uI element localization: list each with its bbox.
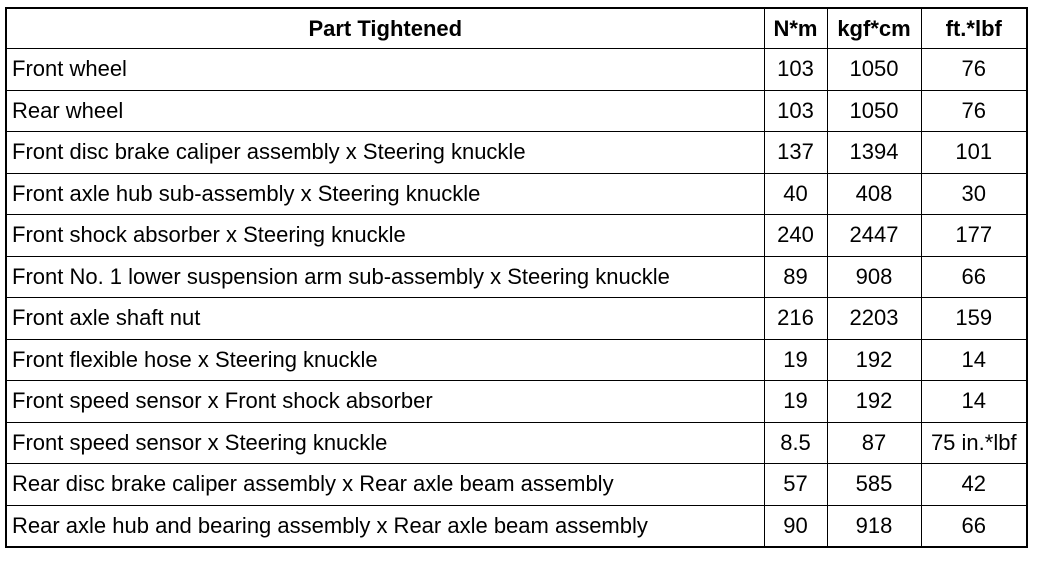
cell-kgf-cm: 1394 xyxy=(827,132,921,174)
torque-spec-table xyxy=(5,7,1028,548)
cell-nm: 240 xyxy=(764,215,827,257)
cell-part: Rear wheel xyxy=(6,90,764,132)
cell-part: Front speed sensor x Steering knuckle xyxy=(6,422,764,464)
cell-part: Front shock absorber x Steering knuckle xyxy=(6,215,764,257)
cell-nm: 216 xyxy=(764,298,827,340)
table-row xyxy=(6,49,1027,91)
table-row xyxy=(6,298,1027,340)
cell-part: Front No. 1 lower suspension arm sub-assembly x Steering knuckle xyxy=(6,256,764,298)
table-row xyxy=(6,256,1027,298)
cell-part: Front disc brake caliper assembly x Steering knuckle xyxy=(6,132,764,174)
cell-kgf-cm: 192 xyxy=(827,339,921,381)
cell-ft-lbf: 159 xyxy=(921,298,1027,340)
cell-nm: 40 xyxy=(764,173,827,215)
cell-nm: 90 xyxy=(764,505,827,547)
table-row xyxy=(6,215,1027,257)
table-body xyxy=(6,49,1027,548)
cell-nm: 57 xyxy=(764,464,827,506)
cell-kgf-cm: 585 xyxy=(827,464,921,506)
table-header xyxy=(6,8,1027,49)
cell-part: Rear disc brake caliper assembly x Rear axle beam assembly xyxy=(6,464,764,506)
cell-ft-lbf: 66 xyxy=(921,505,1027,547)
header-part-tightened: Part Tightened xyxy=(6,8,764,49)
cell-ft-lbf: 66 xyxy=(921,256,1027,298)
cell-nm: 8.5 xyxy=(764,422,827,464)
cell-nm: 19 xyxy=(764,339,827,381)
cell-ft-lbf: 177 xyxy=(921,215,1027,257)
header-row xyxy=(6,8,1027,49)
cell-ft-lbf: 76 xyxy=(921,90,1027,132)
cell-ft-lbf: 42 xyxy=(921,464,1027,506)
table-row xyxy=(6,132,1027,174)
cell-kgf-cm: 918 xyxy=(827,505,921,547)
table-row xyxy=(6,381,1027,423)
cell-nm: 19 xyxy=(764,381,827,423)
cell-kgf-cm: 1050 xyxy=(827,49,921,91)
table-row xyxy=(6,90,1027,132)
cell-kgf-cm: 2447 xyxy=(827,215,921,257)
cell-ft-lbf: 101 xyxy=(921,132,1027,174)
cell-nm: 103 xyxy=(764,49,827,91)
cell-ft-lbf: 14 xyxy=(921,381,1027,423)
table-row xyxy=(6,464,1027,506)
cell-part: Front axle shaft nut xyxy=(6,298,764,340)
cell-nm: 137 xyxy=(764,132,827,174)
table-row xyxy=(6,422,1027,464)
table-row xyxy=(6,173,1027,215)
cell-kgf-cm: 2203 xyxy=(827,298,921,340)
cell-nm: 103 xyxy=(764,90,827,132)
cell-ft-lbf: 76 xyxy=(921,49,1027,91)
cell-kgf-cm: 192 xyxy=(827,381,921,423)
cell-ft-lbf: 30 xyxy=(921,173,1027,215)
cell-part: Front speed sensor x Front shock absorber xyxy=(6,381,764,423)
table-row xyxy=(6,339,1027,381)
cell-part: Front axle hub sub-assembly x Steering knuckle xyxy=(6,173,764,215)
header-nm: N*m xyxy=(764,8,827,49)
cell-ft-lbf: 75 in.*lbf xyxy=(921,422,1027,464)
cell-part: Front flexible hose x Steering knuckle xyxy=(6,339,764,381)
cell-kgf-cm: 1050 xyxy=(827,90,921,132)
cell-kgf-cm: 408 xyxy=(827,173,921,215)
cell-part: Front wheel xyxy=(6,49,764,91)
cell-kgf-cm: 908 xyxy=(827,256,921,298)
header-kgf-cm: kgf*cm xyxy=(827,8,921,49)
cell-nm: 89 xyxy=(764,256,827,298)
cell-part: Rear axle hub and bearing assembly x Rear axle beam assembly xyxy=(6,505,764,547)
table-row xyxy=(6,505,1027,547)
cell-kgf-cm: 87 xyxy=(827,422,921,464)
header-ft-lbf: ft.*lbf xyxy=(921,8,1027,49)
cell-ft-lbf: 14 xyxy=(921,339,1027,381)
